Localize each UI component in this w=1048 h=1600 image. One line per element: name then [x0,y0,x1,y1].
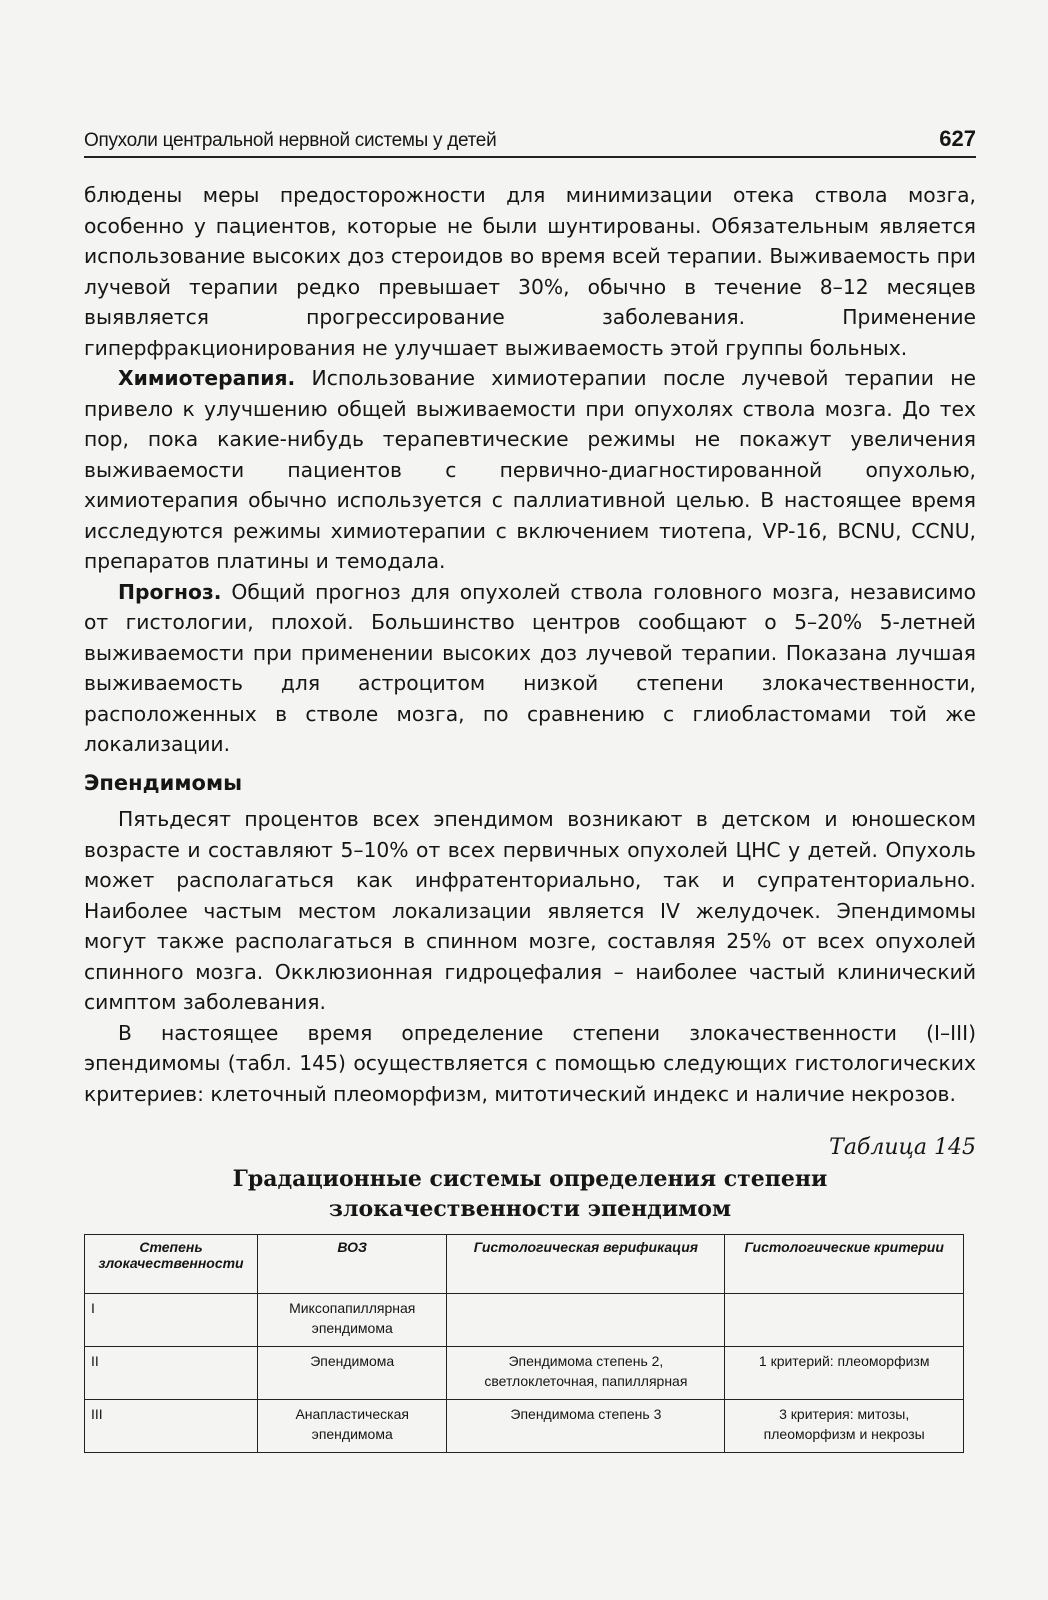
table-cell [725,1294,964,1347]
grading-table [84,1234,964,1453]
table-cell: Анапластическая эпендимома [258,1400,447,1453]
table-cell: Эпендимома степень 3 [447,1400,725,1453]
table-row [85,1347,964,1400]
paragraph-text: Общий прогноз для опухолей ствола головного мозга, независимо от гистологии, плохой. Большинство центров сообщают о 5–20% 5-летней выживаемости при применении высоких доз лучевой терапии. Показана лучшая выживаемость для астроцитом низкой степени злокачественности, расположенных в стволе мозга, по сравнению с глиобластомами той же локализации. [84,579,976,756]
table-title: Градационные системы определения степени злокачественности эпендимом [232,1166,828,1222]
table-cell: 3 критерия: митозы, плеоморфизм и некрозы [725,1400,964,1453]
paragraph-chemotherapy [84,363,976,577]
paragraph-ependymoma-2: В настоящее время определение степени злокачественности (I–III) эпендимомы (табл. 145) осуществляется с помощью следующих гистологических критериев: клеточный плеоморфизм, митотический индекс и наличие некрозов. [84,1020,976,1106]
table-row [85,1400,964,1453]
table-caption: Таблица 145 [829,1135,976,1160]
main-text [84,180,976,1109]
table-cell: Эпендимома степень 2, светлоклеточная, папиллярная [447,1347,725,1400]
table-cell: II [85,1347,258,1400]
running-header [84,112,976,158]
paragraph-text: Использование химиотерапии после лучевой терапии не привело к улучшению общей выживаемости при опухолях ствола мозга. До тех пор, пока какие-нибудь терапевтические режимы не покажут увеличения выживаемости пациентов с первично-диагностированной опухолью, химиотерапия обычно используется с паллиативной целью. В настоящее время исследуются режимы химиотерапии с включением тиотепа, VP-16, BCNU, CCNU, препаратов платины и темодала. [84,366,976,573]
table-header-row [85,1235,964,1294]
paragraph-prognosis [84,577,976,760]
table-cell: Миксопапиллярная эпендимома [258,1294,447,1347]
page-number: 627 [939,126,976,151]
table-row [85,1294,964,1347]
table-cell: III [85,1400,258,1453]
table-cell: I [85,1294,258,1347]
column-header: Гистологическая верификация [447,1235,725,1294]
paragraph-text: блюдены меры предосторожности для минимизации отека ствола мозга, особенно у пациентов, которые не были шунтированы. Обязательным является использование высоких доз стероидов во время всей терапии. Выживаемость при лучевой терапии редко превышает 30%, обычно в течение 8–12 месяцев выявляется прогрессирование заболевания. Применение гиперфракционирования не улучшает выживаемость этой группы больных. [84,183,976,360]
column-header: Гистологические критерии [725,1235,964,1294]
table-cell [447,1294,725,1347]
paragraph-ependymoma-1: Пятьдесят процентов всех эпендимом возникают в детском и юношеском возрасте и составляют 5–10% от всех первичных опухолей ЦНС у детей. Опухоль может располагаться как инфратенториально, так и супратенториально. Наиболее частым местом локализации является IV желудочек. Эпендимомы могут также располагаться в спинном мозге, составляя 25% от всех опухолей спинного мозга. Окклюзионная гидроцефалия – наиболее частый клинический симптом заболевания. [84,807,976,1014]
book-page [84,112,976,1453]
table-cell: Эпендимома [258,1347,447,1400]
running-header-title: Опухоли центральной нервной системы у детей [84,130,497,151]
paragraph-continuation [84,180,976,363]
paragraph-lead: Прогноз. [118,579,222,604]
section-heading: Эпендимомы [84,770,243,795]
table-cell: 1 критерий: плеоморфизм [725,1347,964,1400]
column-header: Степень злокачественности [85,1235,258,1294]
paragraph-lead: Химиотерапия. [118,366,296,390]
column-header: ВОЗ [258,1235,447,1294]
